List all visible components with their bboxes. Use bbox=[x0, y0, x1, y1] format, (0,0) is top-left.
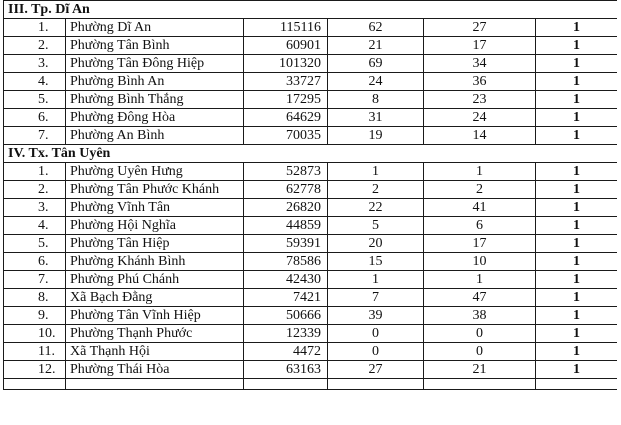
population-value: 78586 bbox=[244, 253, 328, 271]
ward-name: Phường Đông Hòa bbox=[66, 109, 244, 127]
count-value-c: 1 bbox=[536, 199, 618, 217]
table-row bbox=[4, 55, 618, 73]
row-number: 5. bbox=[4, 91, 66, 109]
ward-name: Phường Tân Bình bbox=[66, 37, 244, 55]
count-value-b: 14 bbox=[424, 127, 536, 145]
count-value-a: 24 bbox=[328, 73, 424, 91]
table-row bbox=[4, 73, 618, 91]
count-value-b: 36 bbox=[424, 73, 536, 91]
count-value-b: 17 bbox=[424, 235, 536, 253]
population-value: 50666 bbox=[244, 307, 328, 325]
table-row bbox=[4, 163, 618, 181]
row-number: 6. bbox=[4, 253, 66, 271]
count-value-c: 1 bbox=[536, 55, 618, 73]
ward-name: Phường Tân Phước Khánh bbox=[66, 181, 244, 199]
row-number: 2. bbox=[4, 181, 66, 199]
count-value-b: 38 bbox=[424, 307, 536, 325]
count-value-a: 20 bbox=[328, 235, 424, 253]
table-row bbox=[4, 37, 618, 55]
table-row bbox=[4, 325, 618, 343]
count-value-c: 1 bbox=[536, 235, 618, 253]
table-row bbox=[4, 343, 618, 361]
population-value: 12339 bbox=[244, 325, 328, 343]
section-header-row bbox=[4, 1, 618, 19]
empty-cell bbox=[66, 379, 244, 390]
empty-cell bbox=[244, 379, 328, 390]
count-value-b: 24 bbox=[424, 109, 536, 127]
row-number: 3. bbox=[4, 199, 66, 217]
population-value: 101320 bbox=[244, 55, 328, 73]
count-value-c: 1 bbox=[536, 109, 618, 127]
count-value-a: 2 bbox=[328, 181, 424, 199]
count-value-b: 41 bbox=[424, 199, 536, 217]
count-value-b: 17 bbox=[424, 37, 536, 55]
count-value-b: 47 bbox=[424, 289, 536, 307]
population-value: 4472 bbox=[244, 343, 328, 361]
population-value: 7421 bbox=[244, 289, 328, 307]
row-number: 9. bbox=[4, 307, 66, 325]
ward-name: Phường Tân Vĩnh Hiệp bbox=[66, 307, 244, 325]
table-row bbox=[4, 361, 618, 379]
count-value-a: 0 bbox=[328, 343, 424, 361]
count-value-a: 1 bbox=[328, 163, 424, 181]
row-number: 1. bbox=[4, 163, 66, 181]
ward-name: Phường An Bình bbox=[66, 127, 244, 145]
ward-name: Xã Bạch Đằng bbox=[66, 289, 244, 307]
count-value-c: 1 bbox=[536, 307, 618, 325]
count-value-a: 7 bbox=[328, 289, 424, 307]
row-number: 4. bbox=[4, 217, 66, 235]
row-number: 10. bbox=[4, 325, 66, 343]
count-value-c: 1 bbox=[536, 253, 618, 271]
count-value-b: 2 bbox=[424, 181, 536, 199]
count-value-b: 1 bbox=[424, 271, 536, 289]
row-number: 5. bbox=[4, 235, 66, 253]
count-value-b: 6 bbox=[424, 217, 536, 235]
count-value-b: 27 bbox=[424, 19, 536, 37]
population-value: 33727 bbox=[244, 73, 328, 91]
count-value-b: 0 bbox=[424, 325, 536, 343]
row-number: 6. bbox=[4, 109, 66, 127]
count-value-c: 1 bbox=[536, 361, 618, 379]
count-value-c: 1 bbox=[536, 181, 618, 199]
section-header-row bbox=[4, 145, 618, 163]
population-value: 64629 bbox=[244, 109, 328, 127]
count-value-a: 8 bbox=[328, 91, 424, 109]
count-value-c: 1 bbox=[536, 271, 618, 289]
table-row bbox=[4, 235, 618, 253]
row-number: 11. bbox=[4, 343, 66, 361]
count-value-b: 34 bbox=[424, 55, 536, 73]
count-value-c: 1 bbox=[536, 163, 618, 181]
ward-name: Phường Phú Chánh bbox=[66, 271, 244, 289]
count-value-b: 10 bbox=[424, 253, 536, 271]
row-number: 2. bbox=[4, 37, 66, 55]
ward-name: Phường Tân Hiệp bbox=[66, 235, 244, 253]
count-value-a: 21 bbox=[328, 37, 424, 55]
ward-name: Phường Bình An bbox=[66, 73, 244, 91]
ward-name: Phường Tân Đông Hiệp bbox=[66, 55, 244, 73]
empty-cell bbox=[4, 379, 66, 390]
count-value-a: 22 bbox=[328, 199, 424, 217]
population-value: 115116 bbox=[244, 19, 328, 37]
row-number: 12. bbox=[4, 361, 66, 379]
count-value-c: 1 bbox=[536, 73, 618, 91]
population-value: 70035 bbox=[244, 127, 328, 145]
table-row bbox=[4, 199, 618, 217]
cut-off-row bbox=[4, 379, 618, 390]
population-value: 44859 bbox=[244, 217, 328, 235]
ward-name: Phường Uyên Hưng bbox=[66, 163, 244, 181]
table-row bbox=[4, 181, 618, 199]
count-value-a: 39 bbox=[328, 307, 424, 325]
row-number: 4. bbox=[4, 73, 66, 91]
population-value: 17295 bbox=[244, 91, 328, 109]
section-title: IV. Tx. Tân Uyên bbox=[4, 145, 618, 163]
count-value-c: 1 bbox=[536, 325, 618, 343]
count-value-c: 1 bbox=[536, 217, 618, 235]
count-value-c: 1 bbox=[536, 127, 618, 145]
population-value: 60901 bbox=[244, 37, 328, 55]
table-row bbox=[4, 289, 618, 307]
count-value-c: 1 bbox=[536, 289, 618, 307]
population-value: 42430 bbox=[244, 271, 328, 289]
count-value-a: 1 bbox=[328, 271, 424, 289]
table-row bbox=[4, 91, 618, 109]
table-row bbox=[4, 307, 618, 325]
count-value-c: 1 bbox=[536, 91, 618, 109]
population-value: 59391 bbox=[244, 235, 328, 253]
count-value-a: 27 bbox=[328, 361, 424, 379]
ward-name: Phường Thái Hòa bbox=[66, 361, 244, 379]
ward-name: Phường Hội Nghĩa bbox=[66, 217, 244, 235]
count-value-a: 5 bbox=[328, 217, 424, 235]
count-value-a: 69 bbox=[328, 55, 424, 73]
count-value-b: 0 bbox=[424, 343, 536, 361]
count-value-b: 21 bbox=[424, 361, 536, 379]
count-value-c: 1 bbox=[536, 343, 618, 361]
table-body bbox=[4, 1, 618, 390]
count-value-b: 1 bbox=[424, 163, 536, 181]
table-row bbox=[4, 109, 618, 127]
row-number: 7. bbox=[4, 127, 66, 145]
row-number: 1. bbox=[4, 19, 66, 37]
empty-cell bbox=[536, 379, 618, 390]
ward-data-table bbox=[3, 0, 617, 390]
section-title: III. Tp. Dĩ An bbox=[4, 1, 618, 19]
count-value-c: 1 bbox=[536, 37, 618, 55]
ward-name: Phường Dĩ An bbox=[66, 19, 244, 37]
count-value-a: 31 bbox=[328, 109, 424, 127]
count-value-c: 1 bbox=[536, 19, 618, 37]
table-row bbox=[4, 253, 618, 271]
count-value-a: 62 bbox=[328, 19, 424, 37]
count-value-a: 15 bbox=[328, 253, 424, 271]
table-row bbox=[4, 19, 618, 37]
ward-name: Phường Vĩnh Tân bbox=[66, 199, 244, 217]
ward-name: Phường Bình Thắng bbox=[66, 91, 244, 109]
empty-cell bbox=[424, 379, 536, 390]
population-value: 52873 bbox=[244, 163, 328, 181]
row-number: 8. bbox=[4, 289, 66, 307]
count-value-a: 0 bbox=[328, 325, 424, 343]
table-row bbox=[4, 217, 618, 235]
empty-cell bbox=[328, 379, 424, 390]
count-value-b: 23 bbox=[424, 91, 536, 109]
row-number: 7. bbox=[4, 271, 66, 289]
document-page bbox=[3, 0, 617, 425]
population-value: 26820 bbox=[244, 199, 328, 217]
count-value-a: 19 bbox=[328, 127, 424, 145]
population-value: 62778 bbox=[244, 181, 328, 199]
table-row bbox=[4, 127, 618, 145]
ward-name: Phường Thạnh Phước bbox=[66, 325, 244, 343]
row-number: 3. bbox=[4, 55, 66, 73]
table-row bbox=[4, 271, 618, 289]
population-value: 63163 bbox=[244, 361, 328, 379]
ward-name: Xã Thạnh Hội bbox=[66, 343, 244, 361]
ward-name: Phường Khánh Bình bbox=[66, 253, 244, 271]
